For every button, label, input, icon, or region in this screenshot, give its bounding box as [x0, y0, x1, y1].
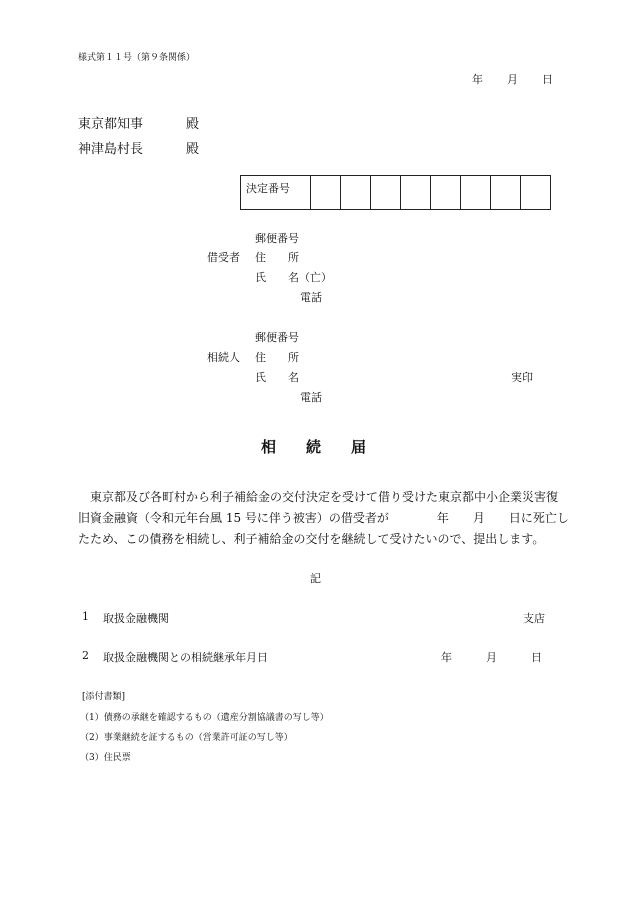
body-line-2: 旧資金融資（令和元年台風 15 号に伴う被害）の借受者が 年 月 日に死亡し [78, 511, 569, 525]
item-2-month-label: 月 [486, 651, 497, 664]
addressee-governor-honorific: 殿 [186, 117, 200, 132]
heir-postal-label: 郵便番号 [255, 331, 299, 344]
decision-number-table [240, 175, 551, 210]
form-number: 様式第１１号（第９条関係） [78, 53, 196, 63]
borrower-address-label: 住 所 [255, 251, 299, 264]
date-month-label: 月 [507, 73, 518, 86]
date-day-label: 日 [542, 73, 553, 86]
heir-address-label: 住 所 [255, 351, 299, 364]
attachment-item-3: （3）住民票 [80, 753, 131, 763]
ki-label: 記 [310, 572, 321, 585]
decision-number-box[interactable] [521, 176, 551, 210]
addressee-governor: 東京都知事 [78, 117, 144, 132]
heir-section-label: 相続人 [207, 351, 240, 364]
decision-number-label: 決定番号 [241, 176, 311, 210]
decision-number-box[interactable] [341, 176, 371, 210]
borrower-section-label: 借受者 [207, 251, 240, 264]
date-header [472, 71, 553, 87]
addressee-mayor: 神津島村長 [78, 142, 144, 157]
document-title: 相 続 届 [261, 438, 367, 456]
decision-number-box[interactable] [431, 176, 461, 210]
addressee-mayor-honorific: 殿 [186, 142, 200, 157]
item-2-day-label: 日 [531, 651, 542, 664]
borrower-postal-label: 郵便番号 [255, 232, 299, 245]
decision-number-box[interactable] [491, 176, 521, 210]
body-line-3: たため、この債務を相続し、利子補給金の交付を継続して受けたいので、提出します。 [78, 532, 545, 546]
decision-number-box[interactable] [311, 176, 341, 210]
decision-number-box[interactable] [371, 176, 401, 210]
heir-name-label: 氏 名 [255, 371, 299, 384]
attachment-item-2: （2）事業継続を証するもの（営業許可証の写し等） [80, 733, 293, 743]
item-1-branch-suffix: 支店 [523, 612, 545, 625]
item-2-year-label: 年 [441, 651, 452, 664]
heir-phone-label: 電話 [300, 391, 322, 404]
borrower-name-label: 氏 名（亡） [255, 271, 332, 284]
item-2-number: 2 [82, 649, 89, 662]
body-paragraph [78, 487, 569, 550]
attachments-header: [添付書類] [82, 692, 126, 702]
decision-number-box[interactable] [401, 176, 431, 210]
item-2-label: 取扱金融機関との相続継承年月日 [103, 651, 268, 664]
item-1-label: 取扱金融機関 [103, 612, 169, 625]
item-2-date [441, 649, 542, 665]
date-year-label: 年 [472, 73, 483, 86]
attachment-item-1: （1）債務の承継を確認するもの（遺産分割協議書の写し等） [80, 713, 329, 723]
borrower-phone-label: 電話 [300, 291, 322, 304]
heir-seal-label: 実印 [511, 371, 533, 384]
decision-number-box[interactable] [461, 176, 491, 210]
body-line-1: 東京都及び各町村から利子補給金の交付決定を受けて借り受けた東京都中小企業災害復 [90, 490, 559, 504]
item-1-number: 1 [82, 610, 89, 623]
